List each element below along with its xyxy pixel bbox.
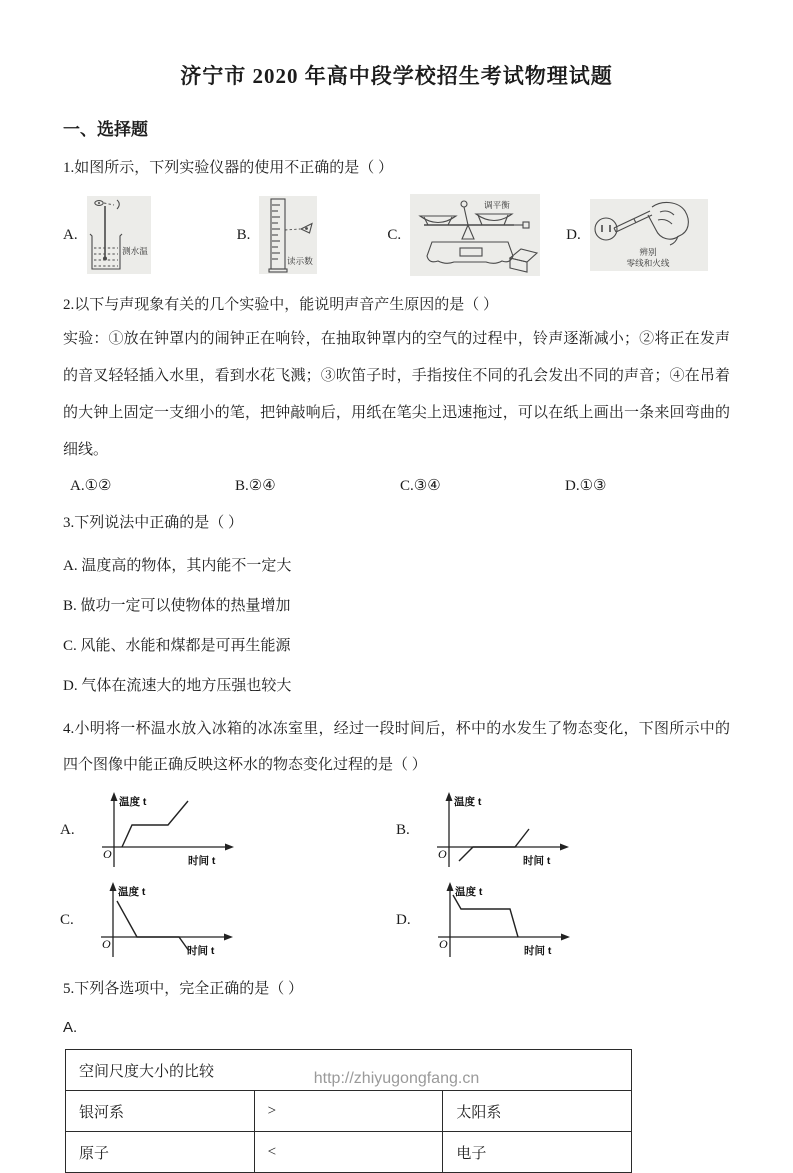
q4-graph-c (60, 879, 396, 961)
graph-c-curve (117, 901, 189, 951)
q1-figure-a (63, 196, 151, 274)
table-cell: > (254, 1091, 443, 1132)
origin-label: O (101, 937, 111, 951)
temperature-time-graph-c-icon (86, 879, 246, 961)
q1-figure-d-caption-line1: 辨别 (639, 247, 657, 257)
q4-graph-b (396, 789, 732, 871)
temperature-time-graph-d-icon (423, 879, 583, 961)
test-pen-hand-icon (590, 199, 708, 271)
watermark-url: http://zhiyugongfang.cn (313, 1070, 480, 1087)
origin-label: O (438, 937, 448, 951)
graduated-cylinder-eye-icon (259, 196, 317, 274)
y-axis-label: 温度 t (454, 886, 483, 898)
q3-stem: 3.下列说法中正确的是（ ） (63, 515, 244, 531)
thermometer-in-beaker-icon (87, 196, 151, 274)
q1-figure-b (237, 196, 318, 274)
x-axis-label: 时间 t (522, 855, 551, 867)
balance-scale-icon (410, 194, 540, 276)
q1-figure-b-label: B. (236, 226, 251, 243)
x-axis-label: 时间 t (523, 945, 552, 957)
graph-d-curve (453, 895, 518, 937)
section-heading-choice: 一、选择题 (63, 120, 148, 139)
q1-figure-a-caption: 测水温 (121, 246, 148, 256)
q5-stem: 5.下列各选项中，完全正确的是（ ） (63, 981, 304, 997)
q4-graph-a (60, 789, 396, 871)
y-axis-label: 温度 t (118, 796, 147, 808)
q4-graph-d-label: D. (396, 911, 411, 928)
table-cell: 原子 (66, 1132, 255, 1173)
q2-options (70, 476, 793, 495)
table-cell: < (254, 1132, 443, 1173)
y-axis-label: 温度 t (453, 796, 482, 808)
table-cell: 银河系 (66, 1091, 255, 1132)
q1-figure-c-label: C. (387, 226, 402, 243)
q4-graph-d (396, 879, 732, 961)
q1-figure-c (387, 194, 540, 276)
q3-option-a: A. 温度高的物体，其内能不一定大 (63, 558, 292, 574)
table-cell: 太阳系 (443, 1091, 632, 1132)
q4-graph-a-label: A. (60, 821, 75, 838)
temperature-time-graph-b-icon (422, 789, 582, 871)
q3-option-d: D. 气体在流速大的地方压强也较大 (63, 678, 292, 694)
q1-figure-row (63, 194, 793, 276)
table-row (66, 1132, 632, 1173)
q3-option-b: B. 做功一定可以使物体的热量增加 (63, 598, 291, 614)
q3-option-c: C. 风能、水能和煤都是可再生能源 (63, 638, 291, 654)
page-title: 济宁市 2020 年高中段学校招生考试物理试题 (180, 64, 613, 88)
q4-graph-c-label: C. (60, 911, 74, 928)
q5-option-a-label: A. (63, 1019, 78, 1036)
graph-b-curve (459, 829, 529, 861)
x-axis-label: 时间 t (186, 945, 215, 957)
q1-figure-d (566, 199, 708, 271)
q2-body: 实验：①放在钟罩内的闹钟正在响铃，在抽取钟罩内的空气的过程中，铃声逐渐减小；②将正在发声的音叉轻轻插入水里，看到水花飞溅；③吹笛子时，手指按住不同的孔会发出不同的声音；④在吊着的大钟上固定一支细小的笔，把钟敲响后，用纸在笔尖上迅速拖过，可以在纸上画出一条来回弯曲的细线。 (63, 331, 730, 458)
q1-figure-b-caption: 读示数 (287, 256, 314, 266)
q2-option-b: B.②④ (235, 478, 276, 494)
table-header-cell: 空间尺度大小的比较 (66, 1050, 632, 1091)
q2-stem: 2.以下与声现象有关的几个实验中，能说明声音产生原因的是（ ） (63, 297, 499, 313)
q1-figure-d-label: D. (566, 226, 581, 243)
temperature-time-graph-a-icon (87, 789, 247, 871)
x-axis-label: 时间 t (187, 855, 216, 867)
q4-graph-b-label: B. (396, 821, 410, 838)
q2-option-c: C.③④ (400, 478, 441, 494)
q1-figure-c-caption: 调平衡 (484, 200, 510, 210)
q1-figure-a-label: A. (63, 226, 78, 243)
q5-comparison-table (65, 1049, 632, 1173)
q1-figure-d-caption-line2: 零线和火线 (626, 258, 670, 268)
origin-label: O (102, 847, 112, 861)
table-cell: 电子 (443, 1132, 632, 1173)
q1-stem: 1.如图所示，下列实验仪器的使用不正确的是（ ） (63, 160, 394, 176)
q2-option-a: A.①② (70, 478, 112, 494)
origin-label: O (437, 847, 447, 861)
q4-stem: 4.小明将一杯温水放入冰箱的冰冻室里，经过一段时间后，杯中的水发生了物态变化，下图所示中的四个图像中能正确反映这杯水的物态变化过程的是（ ） (63, 721, 730, 773)
table-row (66, 1091, 632, 1132)
y-axis-label: 温度 t (117, 886, 146, 898)
q2-option-d: D.①③ (565, 478, 607, 494)
q4-graph-grid (60, 789, 793, 961)
